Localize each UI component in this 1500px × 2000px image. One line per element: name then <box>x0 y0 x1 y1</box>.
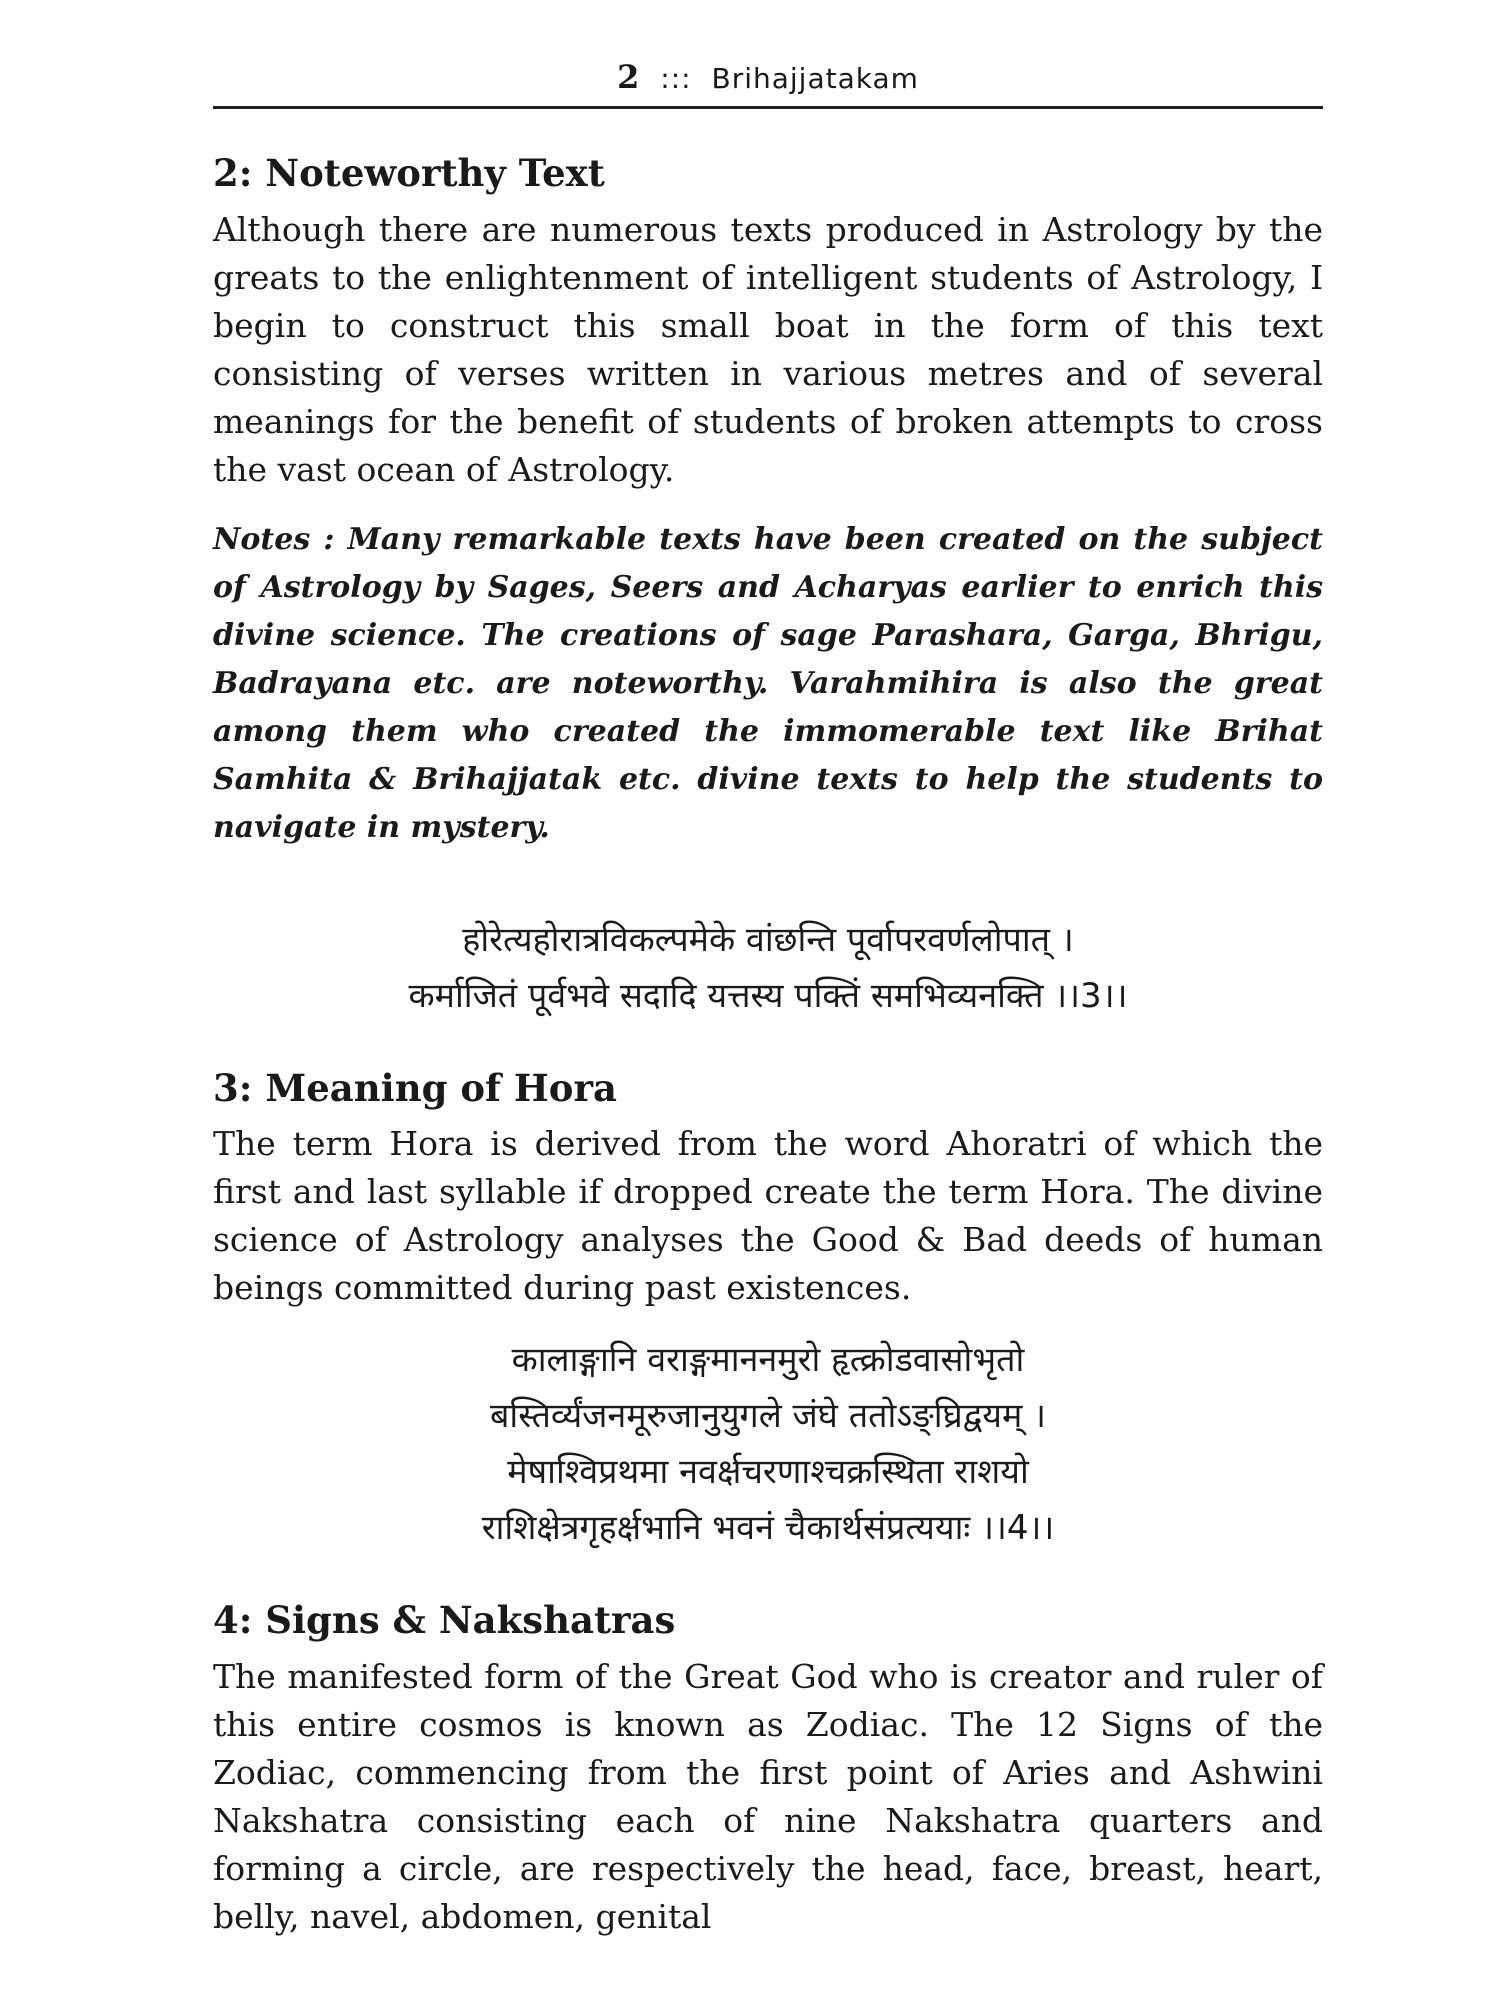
running-header <box>213 58 1323 109</box>
section-heading-noteworthy-text: 2: Noteworthy Text <box>213 151 605 195</box>
header-separator: ::: <box>660 62 692 95</box>
verse-line: मेषाश्विप्रथमा नवर्क्षचरणाश्चक्रस्थिता राशयो <box>507 1452 1029 1493</box>
section-body-signs-nakshatras: The manifested form of the Great God who is creator and ruler of this entire cosmos is known as Zodiac. The 12 Signs of the Zodiac, commencing from the first point of Aries and Ashwini Nakshatra consisting each of nine Nakshatra quarters and forming a circle, are respectively the head, face, breast, heart, belly, navel, abdomen, genital <box>213 1657 1323 1937</box>
section-heading-signs-nakshatras: 4: Signs & Nakshatras <box>213 1598 676 1643</box>
section-body-meaning-of-hora: The term Hora is derived from the word Ahoratri of which the first and last syllable if dropped create the term Hora. The divine science of Astrology analyses the Good & Bad deeds of human beings committed during past existences. <box>213 1124 1323 1308</box>
book-page <box>213 58 1323 1941</box>
sanskrit-verse-4 <box>213 1332 1323 1556</box>
sanskrit-verse-3 <box>213 912 1323 1024</box>
verse-line: राशिक्षेत्रगृहर्क्षभानि भवनं चैकार्थसंप्रत्ययाः ।।4।। <box>481 1508 1055 1549</box>
verse-line: कालाङ्गानि वराङ्गमाननमुरो हृत्क्रोडवासोभृतो <box>511 1340 1025 1381</box>
notes-paragraph: Notes : Many remarkable texts have been created on the subject of Astrology by Sages, Seers and Acharyas earlier to enrich this divine science. The creations of sage Parashara, Garga, Bhrigu, Badrayana etc. are noteworthy. Varahmihira is also the great among them who created the immomerable text like Brihat Samhita & Brihajjatak etc. divine texts to help the students to navigate in mystery. <box>213 521 1323 845</box>
section-body-noteworthy-text: Although there are numerous texts produced in Astrology by the greats to the enlightenment of intelligent students of Astrology, I begin to construct this small boat in the form of this text consisting of verses written in various metres and of several meanings for the benefit of students of broken attempts to cross the vast ocean of Astrology. <box>213 209 1323 489</box>
section-heading-meaning-of-hora: 3: Meaning of Hora <box>213 1065 617 1110</box>
book-title: Brihajjatakam <box>711 62 919 95</box>
verse-line: बस्तिर्व्यंजनमूरुजानुयुगले जंघे ततोऽङ्घ्रिद्वयम् । <box>490 1396 1046 1437</box>
verse-line: कर्माजितं पूर्वभवे सदादि यत्तस्य पक्तिं समभिव्यनक्ति ।।3।। <box>408 975 1128 1016</box>
verse-line: होरेत्यहोरात्रविकल्पमेके वांछन्ति पूर्वापरवर्णलोपात् । <box>462 919 1074 960</box>
page-number: 2 <box>617 58 641 96</box>
